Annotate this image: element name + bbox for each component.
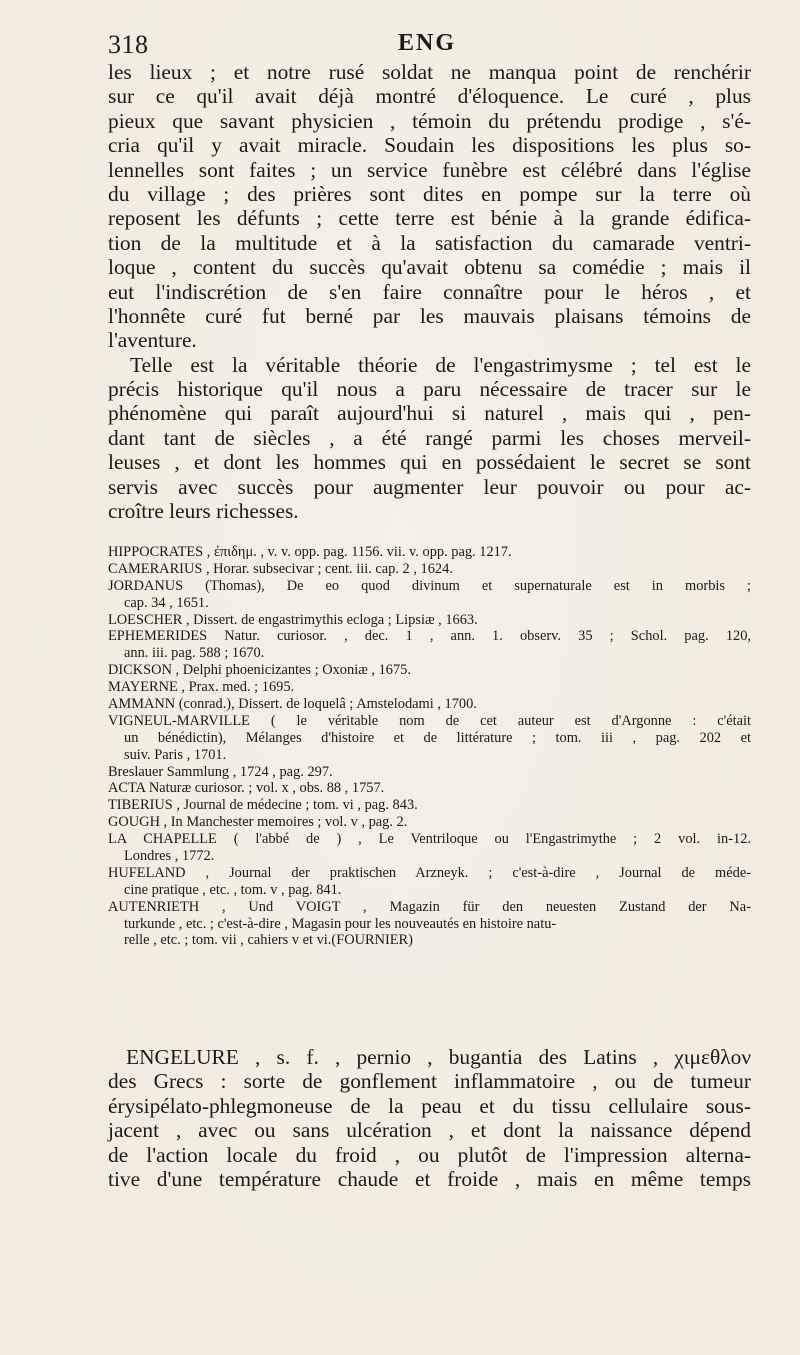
text-line: phénomène qui paraît aujourd'hui si naturel , mais qui , pen- (108, 401, 751, 426)
author-signature: (FOURNIER) (331, 932, 413, 949)
bibliography-entry: LA CHAPELLE ( l'abbé de ) , Le Ventriloque ou l'Engastrimythe ; 2 vol. in-12. (108, 831, 751, 848)
text-line: servis avec succès pour augmenter leur pouvoir ou pour ac- (108, 474, 751, 499)
text-line: croître leurs richesses. (108, 499, 299, 524)
running-head-title: ENG (398, 30, 457, 56)
text-line: l'honnête curé fut berné par les mauvais plaisans témoins de (108, 303, 751, 328)
text-line: de l'action locale du froid , ou plutôt de l'impression alterna- (108, 1142, 751, 1167)
bibliography-continuation: un bénédictin), Mélanges d'histoire et de littérature ; tom. iii , pag. 202 et (124, 729, 751, 746)
bibliography-entry: AUTENRIETH , Und VOIGT , Magazin für den neuesten Zustand der Na- (108, 898, 751, 915)
text-line: pieux que savant physicien , témoin du prétendu prodige , s'é- (108, 108, 751, 133)
text-line: des Grecs : sorte de gonflement inflammatoire , ou de tumeur (108, 1069, 751, 1094)
main-text (108, 60, 751, 523)
text-line: jacent , avec ou sans ulcération , et dont la naissance dépend (108, 1118, 751, 1143)
bibliography (108, 544, 751, 949)
bibliography-continuation: suiv. Paris , 1701. (124, 746, 227, 763)
bibliography-continuation: ann. iii. pag. 588 ; 1670. (124, 645, 265, 662)
text-line: précis historique qu'il nous a paru nécessaire de tracer sur le (108, 377, 751, 402)
bibliography-continuation: cine pratique , etc. , tom. v , pag. 841. (124, 881, 342, 898)
bibliography-continuation: relle , etc. ; tom. vii , cahiers v et vi. (124, 932, 332, 949)
text-line: eut l'indiscrétion de s'en faire connaître pour le héros , et (108, 279, 751, 304)
entry-headword-line: ENGELURE , s. f. , pernio , bugantia des Latins , χιμεθλον (126, 1045, 751, 1069)
bibliography-entry: LOESCHER , Dissert. de engastrimythis ecloga ; Lipsiæ , 1663. (108, 611, 478, 628)
text-line: sur ce qu'il avait déjà montré d'éloquence. Le curé , plus (108, 84, 751, 109)
bibliography-entry: MAYERNE , Prax. med. ; 1695. (108, 679, 295, 696)
bibliography-entry: AMMANN (conrad.), Dissert. de loquelâ ; Amstelodami , 1700. (108, 696, 477, 713)
text-line: les lieux ; et notre rusé soldat ne manqua point de renchérir (108, 60, 751, 84)
bibliography-entry: JORDANUS (Thomas), De eo quod divinum et supernaturale est in morbis ; (108, 577, 751, 594)
bibliography-continuation: turkunde , etc. ; c'est-à-dire , Magasin pour les nouveautés en histoire natu- (124, 915, 557, 932)
text-line: reposent les défunts ; cette terre est bénie à la grande édifica- (108, 206, 751, 231)
bibliography-entry: ACTA Naturæ curiosor. ; vol. x , obs. 88 , 1757. (108, 780, 385, 797)
text-line: loque , content du succès qu'avait obtenu sa comédie ; mais il (108, 255, 751, 280)
dictionary-entry (108, 1045, 751, 1191)
page-number: 318 (108, 30, 149, 59)
text-line: leuses , et dont les hommes qui en possédaient le secret se sont (108, 450, 751, 475)
bibliography-entry: GOUGH , In Manchester memoires ; vol. v , pag. 2. (108, 814, 408, 831)
bibliography-entry: EPHEMERIDES Natur. curiosor. , dec. 1 , ann. 1. observ. 35 ; Schol. pag. 120, (108, 628, 751, 645)
text-line: cria qu'il y avait miracle. Soudain les dispositions les plus so- (108, 133, 751, 158)
text-line: dant tant de siècles , a été rangé parmi les choses merveil- (108, 425, 751, 450)
bibliography-entry: TIBERIUS , Journal de médecine ; tom. vi , pag. 843. (108, 797, 418, 814)
running-head (108, 30, 748, 62)
bibliography-entry: DICKSON , Delphi phoenicizantes ; Oxoniæ , 1675. (108, 662, 411, 679)
paragraph-start: Telle est la véritable théorie de l'engastrimysme ; tel est le (130, 352, 751, 377)
bibliography-entry: Breslauer Sammlung , 1724 , pag. 297. (108, 763, 333, 780)
bibliography-entry: VIGNEUL-MARVILLE ( le véritable nom de cet auteur est d'Argonne : c'était (108, 712, 751, 729)
bibliography-last-line (108, 932, 751, 949)
bibliography-entry: CAMERARIUS , Horar. subsecivar ; cent. iii. cap. 2 , 1624. (108, 560, 453, 577)
text-line: lennelles sont faites ; un service funèbre est célébré dans l'église (108, 157, 751, 182)
bibliography-continuation: Londres , 1772. (124, 848, 215, 865)
text-line: tion de la multitude et à la satisfaction du camarade ventri- (108, 230, 751, 255)
text-line: tive d'une température chaude et froide , mais en même temps (108, 1166, 751, 1191)
text-line: érysipélato-phlegmoneuse de la peau et du tissu cellulaire sous- (108, 1093, 751, 1118)
text-line: du village ; des prières sont dites en pompe sur la terre où (108, 181, 751, 206)
text-line: l'aventure. (108, 328, 197, 353)
bibliography-continuation: cap. 34 , 1651. (124, 594, 209, 611)
bibliography-entry: HIPPOCRATES , ἐπιδημ. , v. v. opp. pag. 1156. vii. v. opp. pag. 1217. (108, 544, 512, 560)
bibliography-entry: HUFELAND , Journal der praktischen Arzneyk. ; c'est-à-dire , Journal de méde- (108, 864, 751, 881)
